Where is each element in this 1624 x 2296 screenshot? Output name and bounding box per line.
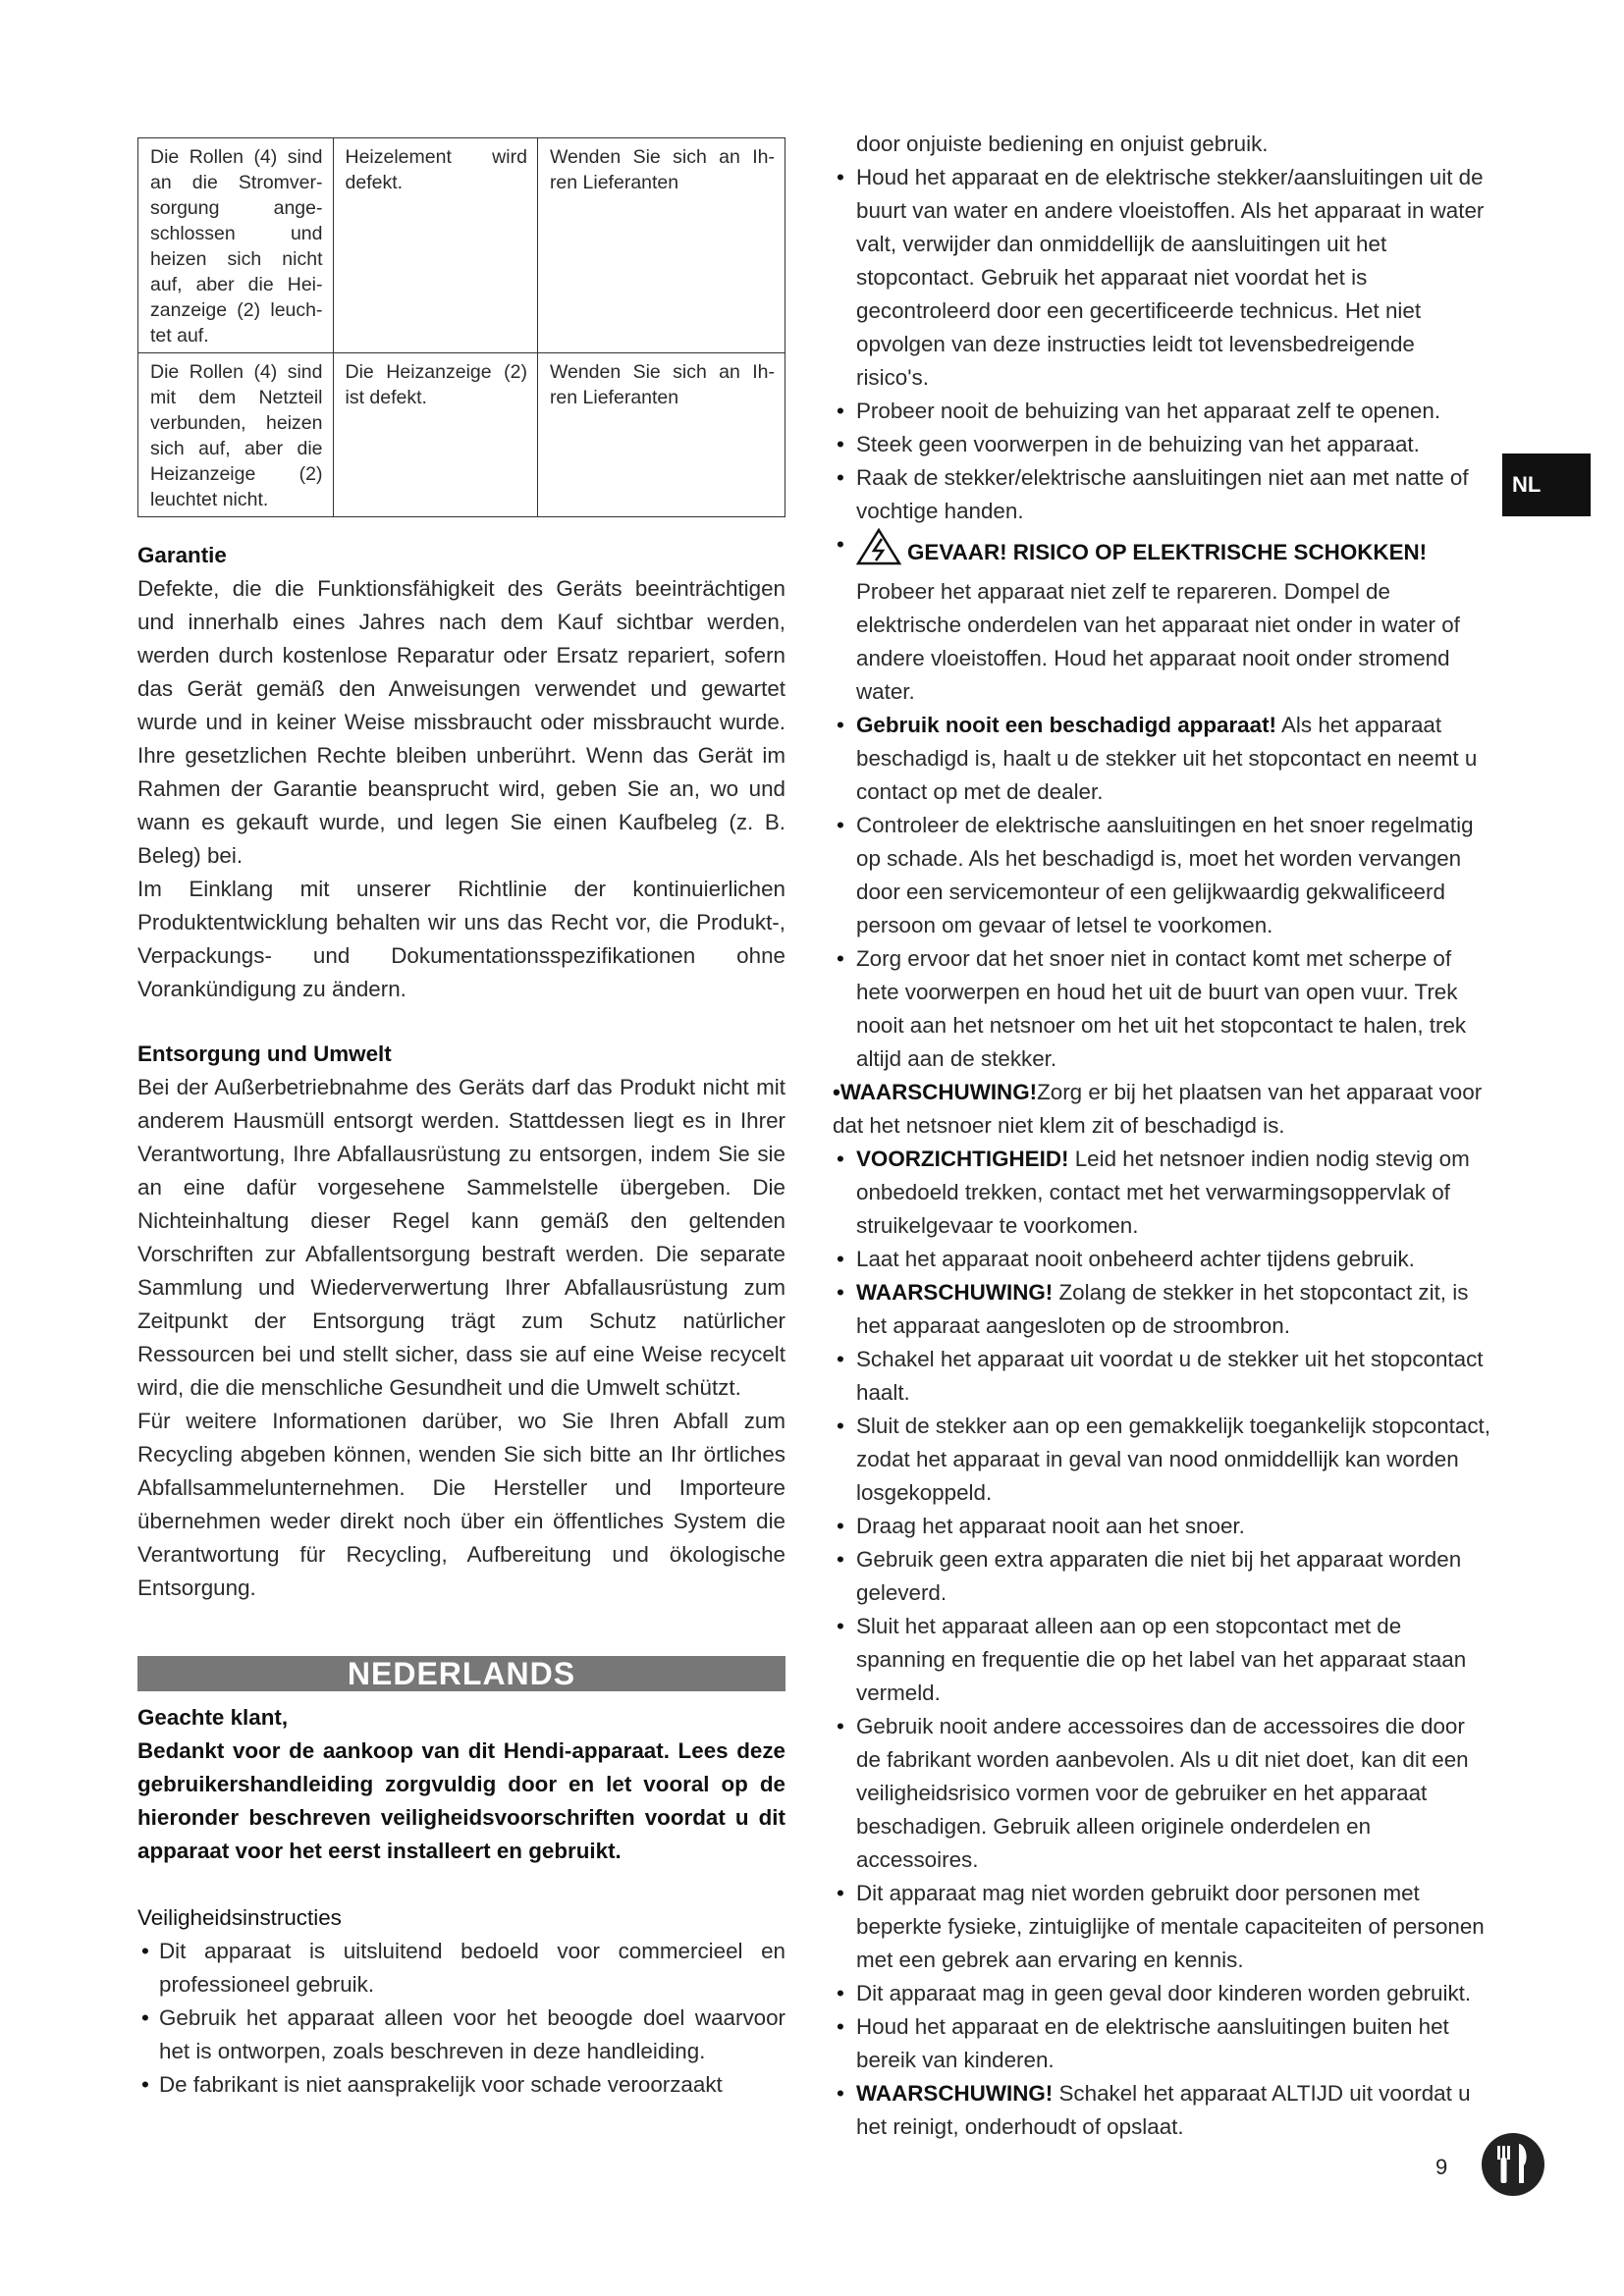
warning-text: Zolang de stekker in het stopcontact zit, is het apparaat aangesloten op de stroombron. <box>856 1280 1469 1338</box>
garantie-paragraph: Im Einklang mit unserer Richtlinie der kontinuierlichen Produktentwicklung behalten wir uns das Recht vor, die Produkt-, Verpackungs- und Dokumentationsspezifikationen ohne Vorankündigung zu ändern. <box>137 877 785 1001</box>
warning-text: Schakel het apparaat ALTIJD uit voordat u het reinigt, onderhoudt of opslaat. <box>856 2081 1471 2139</box>
caution-text: Leid het netsnoer indien nodig stevig om onbedoeld trekken, contact met het verwarmingsoppervlak of struikelgevaar te voorkomen. <box>856 1147 1470 1238</box>
cutlery-logo-icon <box>1481 2132 1545 2197</box>
list-item: • Dit apparaat is uitsluitend bedoeld voor commercieel en professioneel gebruik. <box>137 1935 785 2002</box>
list-item: • Steek geen voorwerpen in de behuizing van het apparaat. <box>833 428 1490 461</box>
list-item: • Sluit het apparaat alleen aan op een stopcontact met de spanning en frequentie die op het label van het apparaat staan vermeld. <box>833 1610 1490 1710</box>
caution-title: VOORZICHTIGHEID! <box>856 1147 1069 1171</box>
damaged-title: Gebruik nooit een beschadigd apparaat! <box>856 713 1276 737</box>
solution-cell: Wenden Sie sich an Ih-ren Lieferanten <box>537 138 785 353</box>
list-item: • Gebruik nooit andere accessoires dan de accessoires die door de fabrikant worden aanbevolen. Als u dit niet doet, kan dit een veiligheidsrisico vormen voor de gebruiker en het apparaat beschadigen. Gebruik alleen originele onderdelen en accessoires. <box>833 1710 1490 1877</box>
greeting: Geachte klant, <box>137 1705 289 1730</box>
entsorgung-paragraph: Bei der Außerbetriebnahme des Geräts darf das Produkt nicht mit anderem Hausmüll entsorgt werden. Stattdessen liegt es in Ihrer Verantwortung, Ihre Abfallausrüstung zu entsorgen, indem Sie sie an eine dafür vorgesehene Sammelstelle übergeben. Die Nichteinhaltung dieser Regel kann gemäß den geltenden Vorschriften zur Abfallentsorgung bestraft werden. Die separate Sammlung und Wiederverwertung Ihrer Abfallausrüstung zum Zeitpunkt der Entsorgung trägt zum Schutz natürlicher Ressourcen bei und stellt sicher, dass sie auf eine Weise recycelt wird, die die menschliche Gesundheit und die Umwelt schützt. <box>137 1075 785 1400</box>
list-item: • De fabrikant is niet aansprakelijk voor schade veroorzaakt <box>137 2068 785 2102</box>
list-item: • Houd het apparaat en de elektrische aansluitingen buiten het bereik van kinderen. <box>833 2010 1490 2077</box>
list-item: • Probeer nooit de behuizing van het apparaat zelf te openen. <box>833 395 1490 428</box>
safety-list-right-2 <box>833 1143 1490 2144</box>
intro-text: Bedankt voor de aankoop van dit Hendi-apparaat. Lees deze gebruikershandleiding zorgvuldig door en let vooral op de hieronder beschreven veiligheidsvoorschriften voordat u dit apparaat voor het eerst installeert en gebruikt. <box>137 1738 785 1863</box>
warning-paragraph <box>833 1076 1490 1143</box>
safety-list-right <box>833 161 1490 1076</box>
symptom-cell: Die Rollen (4) sind mit dem Netzteil verbunden, heizen sich auf, aber die Heizanzeige (2) leuchtet nicht. <box>138 353 334 517</box>
list-item: • Draag het apparaat nooit aan het snoer. <box>833 1510 1490 1543</box>
solution-cell: Wenden Sie sich an Ih-ren Lieferanten <box>537 353 785 517</box>
list-item <box>833 1276 1490 1343</box>
warning-title: WAARSCHUWING! <box>856 1280 1054 1305</box>
cause-cell: Die Heizanzeige (2) ist defekt. <box>333 353 537 517</box>
warning-title: •WAARSCHUWING! <box>833 1080 1038 1104</box>
garantie-heading: Garantie <box>137 543 227 567</box>
list-item: • Zorg ervoor dat het snoer niet in contact komt met scherpe of hete voorwerpen en houd het uit de buurt van open vuur. Trek nooit aan het netsnoer om het uit het stopcontact te halen, trek altijd aan de stekker. <box>833 942 1490 1076</box>
safety-list-left <box>137 1935 785 2102</box>
danger-item <box>833 528 1490 709</box>
safety-heading: Veiligheidsinstructies <box>137 1905 342 1930</box>
table-row <box>138 353 785 517</box>
cause-cell: Heizelement wird defekt. <box>333 138 537 353</box>
page-number: 9 <box>1435 2155 1448 2179</box>
troubleshooting-table <box>137 137 785 517</box>
damaged-text: Als het apparaat beschadigd is, haalt u de stekker uit het stopcontact en neemt u contact op met de dealer. <box>856 713 1478 804</box>
section-banner: NEDERLANDS <box>137 1656 785 1691</box>
list-item: • Schakel het apparaat uit voordat u de stekker uit het stopcontact haalt. <box>833 1343 1490 1410</box>
list-item: • Controleer de elektrische aansluitingen en het snoer regelmatig op schade. Als het beschadigd is, moet het worden vervangen door een servicemonteur of een gelijkwaardig gekwalificeerd persoon om gevaar of letsel te voorkomen. <box>833 809 1490 942</box>
table-row <box>138 138 785 353</box>
right-column <box>833 128 1490 2144</box>
entsorgung-paragraph: Für weitere Informationen darüber, wo Sie Ihren Abfall zum Recycling abgeben können, wenden Sie sich bitte an Ihr örtliches Abfallsammelunternehmen. Die Hersteller und Importeure übernehmen weder direkt noch über ein öffentliches System die Verantwortung für Recycling, Aufbereitung und ökologische Entsorgung. <box>137 1409 785 1600</box>
garantie-paragraph: Defekte, die die Funktionsfähigkeit des Geräts beeinträchtigen und innerhalb eines Jahres nach dem Kauf sichtbar werden, werden durch kostenlose Reparatur oder Ersatz repariert, sofern das Gerät gemäß den Anweisungen verwendet und gewartet wurde und in keiner Weise missbraucht oder missbraucht wurde. Ihre gesetzlichen Rechte bleiben unberührt. Wenn das Gerät im Rahmen der Garantie beansprucht wird, geben Sie an, wo und wann es gekauft wurde, und legen Sie einen Kaufbeleg (z. B. Beleg) bei. <box>137 576 785 868</box>
list-item <box>833 1143 1490 1243</box>
warning-title: WAARSCHUWING! <box>856 2081 1054 2106</box>
electric-hazard-icon <box>856 528 901 575</box>
list-item: • Gebruik geen extra apparaten die niet bij het apparaat worden geleverd. <box>833 1543 1490 1610</box>
language-tab: NL <box>1502 454 1591 516</box>
left-column <box>137 137 785 2102</box>
continuation-text: door onjuiste bediening en onjuist gebruik. <box>856 132 1269 156</box>
list-item: • Houd het apparaat en de elektrische stekker/aansluitingen uit de buurt van water en andere vloeistoffen. Als het apparaat in water valt, verwijder dan onmiddellijk de aansluitingen uit het stopcontact. Gebruik het apparaat niet voordat het is gecontroleerd door een gecertificeerde technicus. Het niet opvolgen van deze instructies leidt tot levensbedreigende risico's. <box>833 161 1490 395</box>
list-item: • Laat het apparaat nooit onbeheerd achter tijdens gebruik. <box>833 1243 1490 1276</box>
list-item: • Gebruik het apparaat alleen voor het beoogde doel waarvoor het is ontworpen, zoals beschreven in deze handleiding. <box>137 2002 785 2068</box>
warning-text: Zorg er bij het plaatsen van het apparaat voor dat het netsnoer niet klem zit of beschadigd is. <box>833 1080 1483 1138</box>
danger-title: GEVAAR! RISICO OP ELEKTRISCHE SCHOKKEN! <box>907 540 1428 564</box>
list-item: • Sluit de stekker aan op een gemakkelijk toegankelijk stopcontact, zodat het apparaat in geval van nood onmiddellijk kan worden losgekoppeld. <box>833 1410 1490 1510</box>
list-item: • Raak de stekker/elektrische aansluitingen niet aan met natte of vochtige handen. <box>833 461 1490 528</box>
entsorgung-heading: Entsorgung und Umwelt <box>137 1041 392 1066</box>
list-item <box>833 709 1490 809</box>
list-item <box>833 2077 1490 2144</box>
symptom-cell: Die Rollen (4) sind an die Stromver-sorgung ange-schlossen und heizen sich nicht auf, aber die Hei-zanzeige (2) leuch-tet auf. <box>138 138 334 353</box>
list-item: • Dit apparaat mag in geen geval door kinderen worden gebruikt. <box>833 1977 1490 2010</box>
danger-text: Probeer het apparaat niet zelf te repareren. Dompel de elektrische onderdelen van het apparaat niet onder in water of andere vloeistoffen. Houd het apparaat nooit onder stromend water. <box>856 579 1460 704</box>
list-item: • Dit apparaat mag niet worden gebruikt door personen met beperkte fysieke, zintuiglijke of mentale capaciteiten of personen met een gebrek aan ervaring en kennis. <box>833 1877 1490 1977</box>
